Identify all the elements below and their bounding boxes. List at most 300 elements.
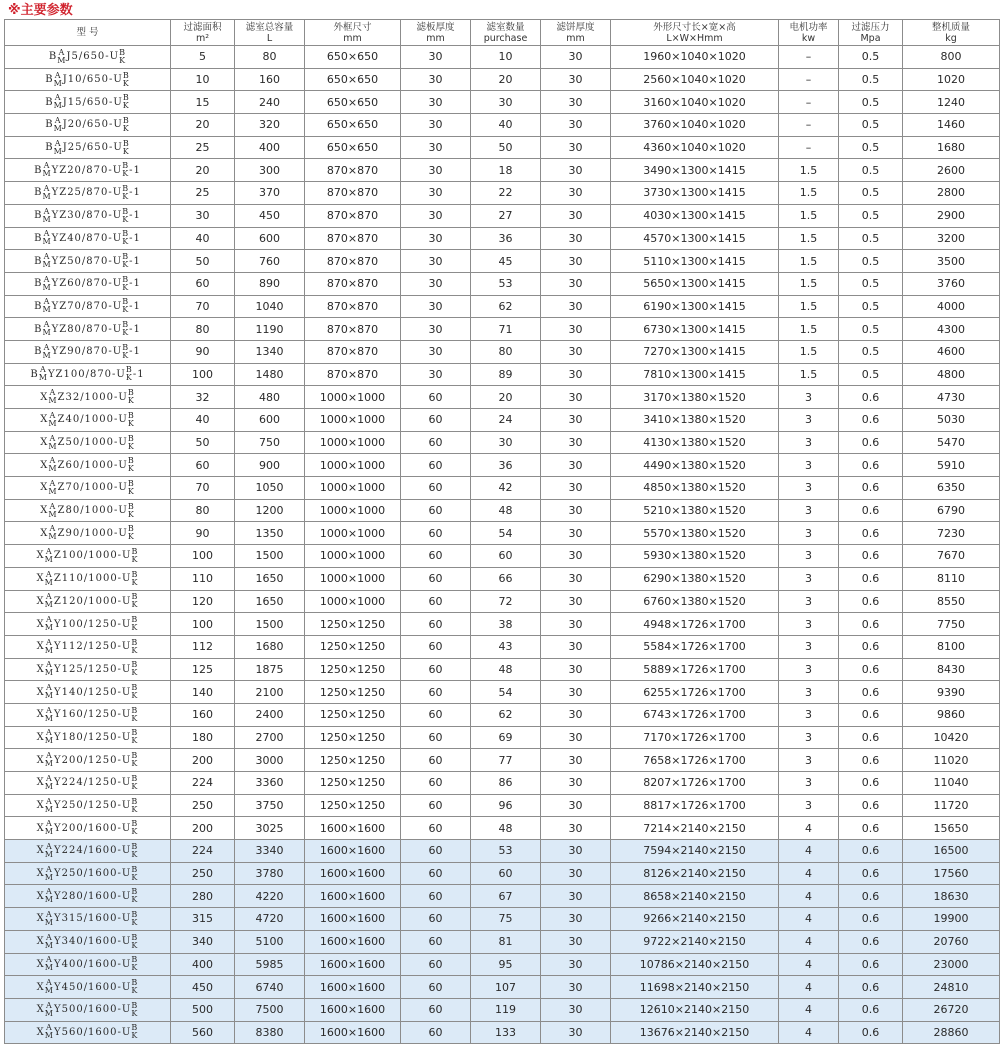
model-prefix-stack — [45, 707, 54, 723]
pressure-cell: 0.6 — [839, 772, 903, 795]
model-core: Y224/1600-U — [54, 845, 132, 857]
volume-cell: 1650 — [235, 590, 305, 613]
model-cell — [5, 454, 171, 477]
pressure-cell: 0.5 — [839, 340, 903, 363]
plate-cell: 60 — [401, 930, 471, 953]
plate-cell: 60 — [401, 1021, 471, 1044]
plate-cell: 30 — [401, 204, 471, 227]
area-cell: 80 — [171, 499, 235, 522]
dims-cell: 7270×1300×1415 — [611, 340, 779, 363]
model-tail: -1 — [129, 164, 141, 176]
cake-cell: 30 — [541, 885, 611, 908]
chambers-cell: 75 — [471, 908, 541, 931]
plate-cell: 30 — [401, 46, 471, 69]
model-suffix-stack — [128, 389, 135, 405]
frame-cell: 1000×1000 — [305, 409, 401, 432]
power-cell: 3 — [779, 522, 839, 545]
frame-cell: 650×650 — [305, 114, 401, 137]
model-prefix-sup: A — [49, 478, 57, 488]
volume-cell: 2400 — [235, 703, 305, 726]
model-prefix-sub: M — [44, 600, 54, 610]
dims-cell: 4570×1300×1415 — [611, 227, 779, 250]
model-prefix: X — [36, 890, 45, 902]
model-prefix: X — [36, 845, 45, 857]
model-cell — [5, 1021, 171, 1044]
model-suffix-sup: B — [131, 955, 139, 965]
model-core: YZ25/870-U — [51, 187, 123, 199]
model-suffix-sup: B — [122, 252, 130, 262]
pressure-cell: 0.6 — [839, 817, 903, 840]
chambers-cell: 62 — [471, 703, 541, 726]
cake-cell: 30 — [541, 477, 611, 500]
pressure-cell: 0.6 — [839, 386, 903, 409]
weight-cell: 1680 — [903, 136, 1000, 159]
model-prefix: X — [40, 414, 49, 426]
pressure-cell: 0.6 — [839, 545, 903, 568]
table-row — [5, 930, 1000, 953]
model-suffix-sup: B — [122, 93, 130, 103]
power-cell: 3 — [779, 409, 839, 432]
table-row — [5, 862, 1000, 885]
model-suffix-stack — [131, 956, 138, 972]
plate-cell: 60 — [401, 567, 471, 590]
model-prefix-sup: A — [54, 93, 62, 103]
model-prefix-sub: M — [53, 123, 63, 133]
area-cell: 30 — [171, 204, 235, 227]
model-cell — [5, 272, 171, 295]
power-cell: – — [779, 68, 839, 91]
frame-cell: 870×870 — [305, 363, 401, 386]
power-cell: 3 — [779, 386, 839, 409]
dims-cell: 4948×1726×1700 — [611, 613, 779, 636]
model-cell — [5, 590, 171, 613]
frame-cell: 1600×1600 — [305, 976, 401, 999]
model-prefix-sup: A — [46, 728, 53, 738]
area-cell: 100 — [171, 613, 235, 636]
dims-cell: 8817×1726×1700 — [611, 794, 779, 817]
model-tail: -1 — [132, 368, 145, 380]
pressure-cell: 0.6 — [839, 1021, 903, 1044]
plate-cell: 60 — [401, 409, 471, 432]
col-dims-header — [611, 20, 779, 46]
dims-cell: 3170×1380×1520 — [611, 386, 779, 409]
dims-cell: 10786×2140×2150 — [611, 953, 779, 976]
model-prefix-sup: A — [43, 229, 51, 239]
chambers-cell: 45 — [471, 250, 541, 273]
cake-cell: 30 — [541, 908, 611, 931]
model-prefix-stack — [42, 208, 51, 224]
pressure-cell: 0.5 — [839, 68, 903, 91]
area-cell: 32 — [171, 386, 235, 409]
power-cell: – — [779, 136, 839, 159]
plate-cell: 60 — [401, 545, 471, 568]
area-cell: 100 — [171, 363, 235, 386]
cake-cell: 30 — [541, 454, 611, 477]
frame-cell: 650×650 — [305, 91, 401, 114]
volume-cell: 320 — [235, 114, 305, 137]
col-chambers-header — [471, 20, 541, 46]
model-prefix-stack — [45, 820, 54, 836]
model-cell — [5, 477, 171, 500]
model-suffix-sub: K — [131, 804, 139, 814]
cake-cell: 30 — [541, 46, 611, 69]
model-prefix-sub: M — [44, 781, 54, 791]
volume-cell: 1340 — [235, 340, 305, 363]
frame-cell: 1250×1250 — [305, 681, 401, 704]
weight-cell: 2800 — [903, 182, 1000, 205]
power-cell: 1.5 — [779, 227, 839, 250]
dims-cell: 3730×1300×1415 — [611, 182, 779, 205]
model-prefix-stack — [48, 412, 57, 428]
pressure-cell: 0.5 — [839, 227, 903, 250]
volume-cell: 7500 — [235, 998, 305, 1021]
weight-cell: 5030 — [903, 409, 1000, 432]
weight-cell: 20760 — [903, 930, 1000, 953]
table-row — [5, 136, 1000, 159]
model-prefix-sub: M — [42, 350, 52, 360]
model-suffix-sub: K — [122, 123, 130, 133]
weight-cell: 23000 — [903, 953, 1000, 976]
table-row — [5, 1021, 1000, 1044]
cake-cell: 30 — [541, 613, 611, 636]
power-cell: 4 — [779, 998, 839, 1021]
model-prefix: B — [34, 232, 43, 244]
chambers-cell: 81 — [471, 930, 541, 953]
weight-cell: 4300 — [903, 318, 1000, 341]
pressure-cell: 0.5 — [839, 204, 903, 227]
table-row — [5, 114, 1000, 137]
model-prefix-sup: A — [43, 206, 51, 216]
volume-cell: 300 — [235, 159, 305, 182]
model-prefix-stack — [45, 1002, 54, 1018]
table-row — [5, 46, 1000, 69]
table-row — [5, 477, 1000, 500]
cake-cell: 30 — [541, 91, 611, 114]
model-cell — [5, 613, 171, 636]
model-suffix-sup: B — [122, 70, 130, 80]
model-core: Z70/1000-U — [57, 482, 128, 494]
model-suffix-stack — [131, 979, 138, 995]
model-cell — [5, 318, 171, 341]
model-prefix-stack — [45, 661, 54, 677]
model-core: Z100/1000-U — [53, 550, 132, 562]
model-prefix-sub: M — [44, 940, 54, 950]
dims-cell: 3410×1380×1520 — [611, 409, 779, 432]
frame-cell: 1000×1000 — [305, 454, 401, 477]
area-cell: 5 — [171, 46, 235, 69]
pressure-cell: 0.6 — [839, 409, 903, 432]
model-suffix-sup: B — [131, 796, 139, 806]
model-core: YZ100/870-U — [47, 368, 126, 380]
model-suffix-stack — [131, 820, 138, 836]
pressure-cell: 0.5 — [839, 114, 903, 137]
frame-cell: 1600×1600 — [305, 953, 401, 976]
plate-cell: 30 — [401, 227, 471, 250]
model-prefix-stack — [45, 639, 54, 655]
model-core: Y140/1250-U — [54, 686, 132, 698]
table-row — [5, 182, 1000, 205]
model-prefix-sup: A — [46, 909, 53, 919]
frame-cell: 650×650 — [305, 68, 401, 91]
dims-cell: 7810×1300×1415 — [611, 363, 779, 386]
power-cell: 3 — [779, 545, 839, 568]
dims-cell: 6743×1726×1700 — [611, 703, 779, 726]
cake-cell: 30 — [541, 68, 611, 91]
power-cell: – — [779, 91, 839, 114]
cake-cell: 30 — [541, 817, 611, 840]
model-prefix-stack — [48, 389, 57, 405]
model-prefix-sup: A — [46, 660, 53, 670]
volume-cell: 1480 — [235, 363, 305, 386]
chambers-cell: 119 — [471, 998, 541, 1021]
dims-cell: 9266×2140×2150 — [611, 908, 779, 931]
model-prefix-sup: A — [46, 819, 53, 829]
model-cell — [5, 930, 171, 953]
model-prefix: X — [40, 505, 49, 517]
table-row — [5, 340, 1000, 363]
model-prefix: B — [45, 119, 54, 131]
cake-cell: 30 — [541, 386, 611, 409]
model-prefix: B — [34, 210, 43, 222]
model-prefix: X — [36, 868, 45, 880]
chambers-cell: 54 — [471, 681, 541, 704]
cake-cell: 30 — [541, 703, 611, 726]
model-prefix-stack — [45, 979, 54, 995]
weight-cell: 3200 — [903, 227, 1000, 250]
frame-cell: 870×870 — [305, 250, 401, 273]
frame-cell: 870×870 — [305, 227, 401, 250]
frame-cell: 1250×1250 — [305, 658, 401, 681]
chambers-cell: 89 — [471, 363, 541, 386]
plate-cell: 60 — [401, 681, 471, 704]
header-unit: mm — [426, 32, 445, 44]
weight-cell: 1020 — [903, 68, 1000, 91]
model-prefix: B — [34, 278, 43, 290]
model-suffix-stack — [122, 230, 129, 246]
dims-cell: 3160×1040×1020 — [611, 91, 779, 114]
frame-cell: 1000×1000 — [305, 522, 401, 545]
power-cell: 4 — [779, 908, 839, 931]
model-prefix-sub: M — [57, 55, 67, 65]
model-suffix-sub: K — [131, 736, 139, 746]
power-cell: 4 — [779, 1021, 839, 1044]
volume-cell: 1875 — [235, 658, 305, 681]
model-suffix-stack — [126, 366, 133, 382]
model-prefix-sub: M — [42, 282, 52, 292]
model-prefix: X — [40, 459, 49, 471]
model-suffix-stack — [123, 94, 130, 110]
table-row — [5, 817, 1000, 840]
model-suffix-sup: B — [131, 841, 139, 851]
model-suffix-sub: K — [131, 895, 139, 905]
area-cell: 200 — [171, 817, 235, 840]
area-cell: 70 — [171, 477, 235, 500]
frame-cell: 870×870 — [305, 182, 401, 205]
plate-cell: 60 — [401, 885, 471, 908]
model-cell — [5, 340, 171, 363]
model-suffix-sup: B — [122, 115, 130, 125]
table-row — [5, 658, 1000, 681]
power-cell: 3 — [779, 431, 839, 454]
model-suffix-stack — [131, 661, 138, 677]
area-cell: 25 — [171, 182, 235, 205]
model-suffix-stack — [122, 253, 129, 269]
model-prefix-sup: A — [46, 955, 53, 965]
model-prefix-sup: A — [43, 320, 51, 330]
model-cell — [5, 386, 171, 409]
model-prefix-sub: M — [42, 328, 52, 338]
model-suffix-sub: K — [122, 191, 130, 201]
table-row — [5, 749, 1000, 772]
header-unit: purchase — [483, 32, 528, 44]
model-prefix-stack — [54, 117, 63, 133]
chambers-cell: 30 — [471, 431, 541, 454]
area-cell: 160 — [171, 703, 235, 726]
model-suffix-sub: K — [131, 963, 139, 973]
model-prefix-sup: A — [46, 796, 53, 806]
power-cell: 1.5 — [779, 204, 839, 227]
volume-cell: 3360 — [235, 772, 305, 795]
model-core: J25/650-U — [62, 142, 123, 154]
plate-cell: 60 — [401, 522, 471, 545]
power-cell: 4 — [779, 840, 839, 863]
cake-cell: 30 — [541, 318, 611, 341]
table-row — [5, 726, 1000, 749]
model-suffix-sub: K — [131, 872, 139, 882]
dims-cell: 6190×1300×1415 — [611, 295, 779, 318]
header-label: 外框尺寸 — [333, 21, 372, 33]
cake-cell: 30 — [541, 363, 611, 386]
power-cell: 3 — [779, 772, 839, 795]
model-cell — [5, 703, 171, 726]
cake-cell: 30 — [541, 567, 611, 590]
model-prefix-sup: A — [46, 615, 53, 625]
model-prefix: B — [34, 187, 43, 199]
plate-cell: 60 — [401, 749, 471, 772]
power-cell: 3 — [779, 703, 839, 726]
model-cell — [5, 363, 171, 386]
model-core: Y340/1600-U — [54, 936, 132, 948]
area-cell: 15 — [171, 91, 235, 114]
table-row — [5, 159, 1000, 182]
model-prefix-stack — [42, 321, 51, 337]
chambers-cell: 38 — [471, 613, 541, 636]
model-prefix-stack — [45, 729, 54, 745]
volume-cell: 1350 — [235, 522, 305, 545]
model-suffix-stack — [131, 798, 138, 814]
model-prefix-sup: A — [46, 932, 53, 942]
model-prefix-sub: M — [44, 895, 54, 905]
model-prefix-stack — [48, 457, 57, 473]
model-suffix-sub: K — [119, 55, 127, 65]
model-prefix-sup: A — [46, 705, 53, 715]
volume-cell: 6740 — [235, 976, 305, 999]
model-prefix: B — [34, 164, 43, 176]
frame-cell: 1250×1250 — [305, 772, 401, 795]
cake-cell: 30 — [541, 409, 611, 432]
weight-cell: 4000 — [903, 295, 1000, 318]
volume-cell: 400 — [235, 136, 305, 159]
model-prefix-sup: A — [58, 47, 66, 57]
model-suffix-sub: K — [131, 827, 139, 837]
power-cell: 1.5 — [779, 250, 839, 273]
model-suffix-sup: B — [122, 342, 130, 352]
model-prefix-sub: M — [44, 1031, 54, 1041]
model-suffix-sup: B — [127, 501, 135, 511]
volume-cell: 4720 — [235, 908, 305, 931]
model-prefix: X — [36, 800, 45, 812]
volume-cell: 1040 — [235, 295, 305, 318]
model-prefix-sub: M — [42, 191, 52, 201]
model-cell — [5, 136, 171, 159]
cake-cell: 30 — [541, 681, 611, 704]
weight-cell: 11020 — [903, 749, 1000, 772]
model-cell — [5, 159, 171, 182]
model-suffix-sup: B — [131, 1000, 139, 1010]
chambers-cell: 71 — [471, 318, 541, 341]
model-prefix-sup: A — [49, 388, 57, 398]
chambers-cell: 22 — [471, 182, 541, 205]
model-core: YZ90/870-U — [51, 346, 123, 358]
area-cell: 20 — [171, 159, 235, 182]
plate-cell: 60 — [401, 726, 471, 749]
chambers-cell: 67 — [471, 885, 541, 908]
model-suffix-sub: K — [127, 396, 135, 406]
table-row — [5, 91, 1000, 114]
chambers-cell: 50 — [471, 136, 541, 159]
chambers-cell: 62 — [471, 295, 541, 318]
area-cell: 10 — [171, 68, 235, 91]
col-area-header — [171, 20, 235, 46]
table-row — [5, 431, 1000, 454]
model-core: Y315/1600-U — [54, 913, 132, 925]
model-prefix-sub: M — [48, 464, 58, 474]
model-prefix: X — [36, 618, 45, 630]
model-suffix-sup: B — [131, 864, 139, 874]
area-cell: 125 — [171, 658, 235, 681]
model-prefix-sup: A — [45, 569, 53, 579]
frame-cell: 1600×1600 — [305, 930, 401, 953]
chambers-cell: 36 — [471, 454, 541, 477]
model-core: Y100/1250-U — [54, 618, 132, 630]
col-power-header — [779, 20, 839, 46]
model-suffix-sub: K — [131, 849, 139, 859]
plate-cell: 30 — [401, 272, 471, 295]
pressure-cell: 0.6 — [839, 681, 903, 704]
model-suffix-sub: K — [122, 237, 130, 247]
header-label: 电机功率 — [789, 21, 828, 33]
model-suffix-sup: B — [127, 478, 135, 488]
weight-cell: 5910 — [903, 454, 1000, 477]
area-cell: 20 — [171, 114, 235, 137]
pressure-cell: 0.6 — [839, 998, 903, 1021]
power-cell: 1.5 — [779, 363, 839, 386]
col-plate-header — [401, 20, 471, 46]
model-prefix: X — [36, 573, 45, 585]
weight-cell: 5470 — [903, 431, 1000, 454]
dims-cell: 12610×2140×2150 — [611, 998, 779, 1021]
model-suffix-stack — [128, 412, 135, 428]
page-title: ※主要参数 — [8, 3, 73, 18]
plate-cell: 60 — [401, 477, 471, 500]
model-suffix-stack — [131, 1002, 138, 1018]
model-cell — [5, 182, 171, 205]
weight-cell: 2900 — [903, 204, 1000, 227]
model-suffix-sup: B — [122, 206, 130, 216]
power-cell: 3 — [779, 658, 839, 681]
model-core: Y280/1600-U — [54, 890, 132, 902]
power-cell: 3 — [779, 454, 839, 477]
